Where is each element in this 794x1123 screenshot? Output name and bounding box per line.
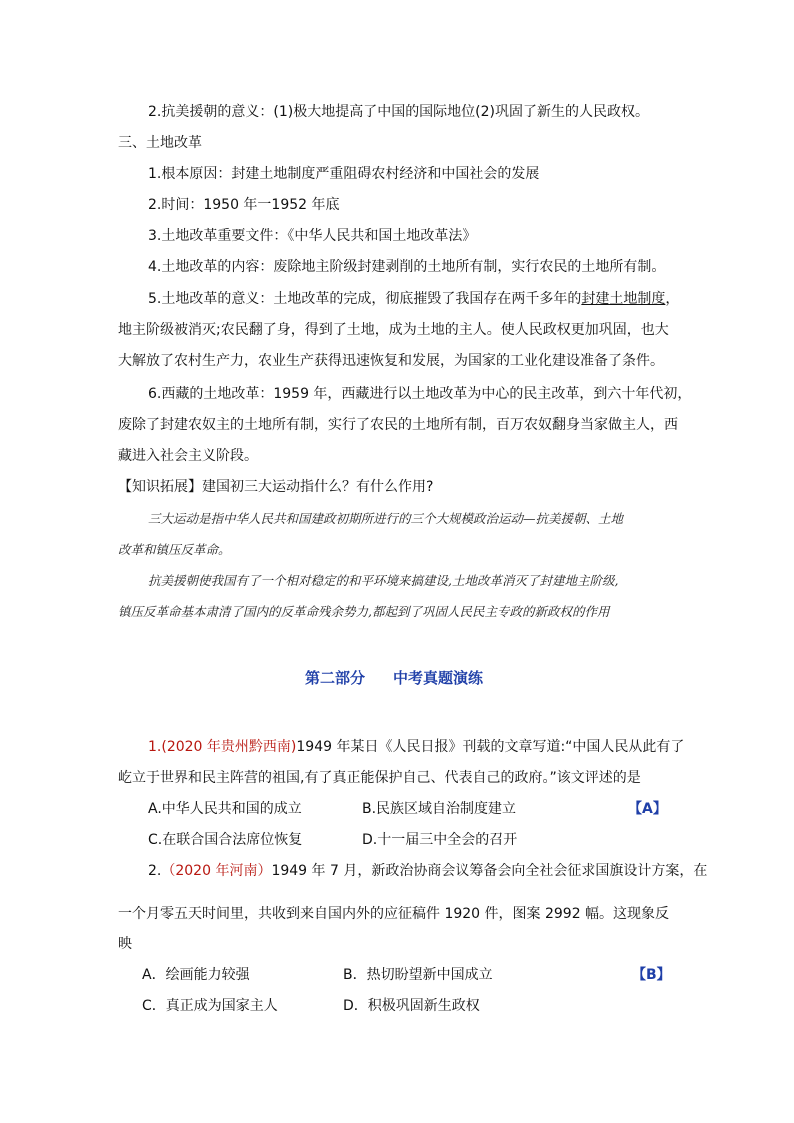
extension-question-text: 建国初三大运动指什么？有什么作用? (202, 479, 434, 495)
extension-answer2-line1: 抗美援朝使我国有了一个相对稳定的和平环境来搞建设,土地改革消灭了封建地主阶级, (148, 573, 619, 588)
q1-stem-line2: 屹立于世界和民主阵营的祖国,有了真正能保护自己、代表自己的政府。”该文评述的是 (118, 770, 641, 786)
section3-p5-underlined: 封建土地制度 (581, 291, 666, 307)
q2-option-a: A．绘画能力较强 (142, 967, 250, 983)
q2-answer: 【B】 (632, 967, 671, 983)
q2-number: 2. (148, 863, 162, 879)
part2-title-name: 中考真题演练 (393, 669, 484, 687)
q1-answer: 【A】 (628, 801, 667, 817)
section3-p5-text: 5.土地改革的意义：土地改革的完成，彻底摧毁了我国存在两千多年的 (148, 291, 582, 307)
q2-stem-text: 1949 年 7 月，新政治协商会议筹备会向全社会征求国旗设计方案，在 (271, 863, 708, 879)
section3-p5-line1 (148, 289, 679, 309)
q1-number: 1. (148, 739, 162, 755)
section3-heading: 三、土地改革 (118, 135, 202, 151)
q1-stem-line1 (148, 737, 684, 757)
q2-stem-line3: 映 (118, 936, 132, 952)
q2-option-b: B．热切盼望新中国成立 (343, 967, 493, 983)
q2-source: 2020 年河南 (175, 863, 258, 879)
section3-p6-line2: 废除了封建农奴主的土地所有制，实行了农民的土地所有制，百万农奴翻身当家做主人，西 (118, 417, 678, 433)
q2-stem-line2: 一个月零五天时间里，共收到来自国内外的应征稿件 1920 件，图案 2992 幅。这现象反 (118, 906, 670, 922)
section3-p6-line1: 6.西藏的土地改革：1959 年，西藏进行以土地改革为中心的民主改革，到六十年代初， (148, 386, 692, 402)
part2-title (305, 668, 483, 688)
extension-answer2-line2: 镇压反革命基本肃清了国内的反革命残余势力,都起到了巩固人民民主专政的新政权的作用 (118, 604, 610, 619)
q1-option-b: B.民族区域自治制度建立 (362, 801, 517, 817)
extension-answer1-line2: 改革和镇压反革命。 (118, 542, 231, 557)
extension-answer1-line1: 三大运动是指中华人民共和国建政初期所进行的三个大规模政治运动—抗美援朝、土地 (148, 511, 624, 526)
q2-option-c: C．真正成为国家主人 (142, 998, 278, 1014)
section3-p4: 4.土地改革的内容：废除地主阶级封建剥削的土地所有制，实行农民的土地所有制。 (148, 259, 666, 275)
extension-label: 【知识拓展】 (118, 479, 202, 495)
section3-p5-comma: ， (665, 291, 680, 307)
section3-p5-line3: 大解放了农村生产力，农业生产获得迅速恢复和发展，为国家的工业化建设准备了条件。 (118, 353, 664, 369)
q1-stem-text: 1949 年某日《人民日报》刊载的文章写道:“中国人民从此有了 (296, 739, 685, 755)
section2-item2: 2.抗美援朝的意义：(1)极大地提高了中国的国际地位(2)巩固了新生的人民政权。 (148, 104, 650, 120)
section3-p2: 2.时间：1950 年一1952 年底 (148, 197, 340, 213)
q1-option-a: A.中华人民共和国的成立 (148, 801, 302, 817)
q2-source-close: ） (257, 863, 272, 879)
q2-stem-line1 (148, 861, 707, 881)
part2-title-part: 第二部分 (305, 669, 366, 687)
q1-source: (2020 年贵州黔西南) (161, 739, 297, 755)
section3-p1: 1.根本原因：封建土地制度严重阻碍农村经济和中国社会的发展 (148, 166, 540, 182)
q1-option-c: C.在联合国合法席位恢复 (148, 832, 303, 848)
section3-p6-line3: 藏进入社会主义阶段。 (118, 448, 258, 464)
extension-question (118, 477, 433, 497)
q1-option-d: D.十一届三中全会的召开 (362, 832, 518, 848)
section3-p3: 3.土地改革重要文件：《中华人民共和国土地改革法》 (148, 228, 477, 244)
section3-p5-line2: 地主阶级被消灭;农民翻了身，得到了土地，成为土地的主人。使人民政权更加巩固，也大 (118, 322, 669, 338)
q2-option-d: D．积极巩固新生政权 (343, 998, 480, 1014)
q2-source-open: （ (161, 863, 176, 879)
